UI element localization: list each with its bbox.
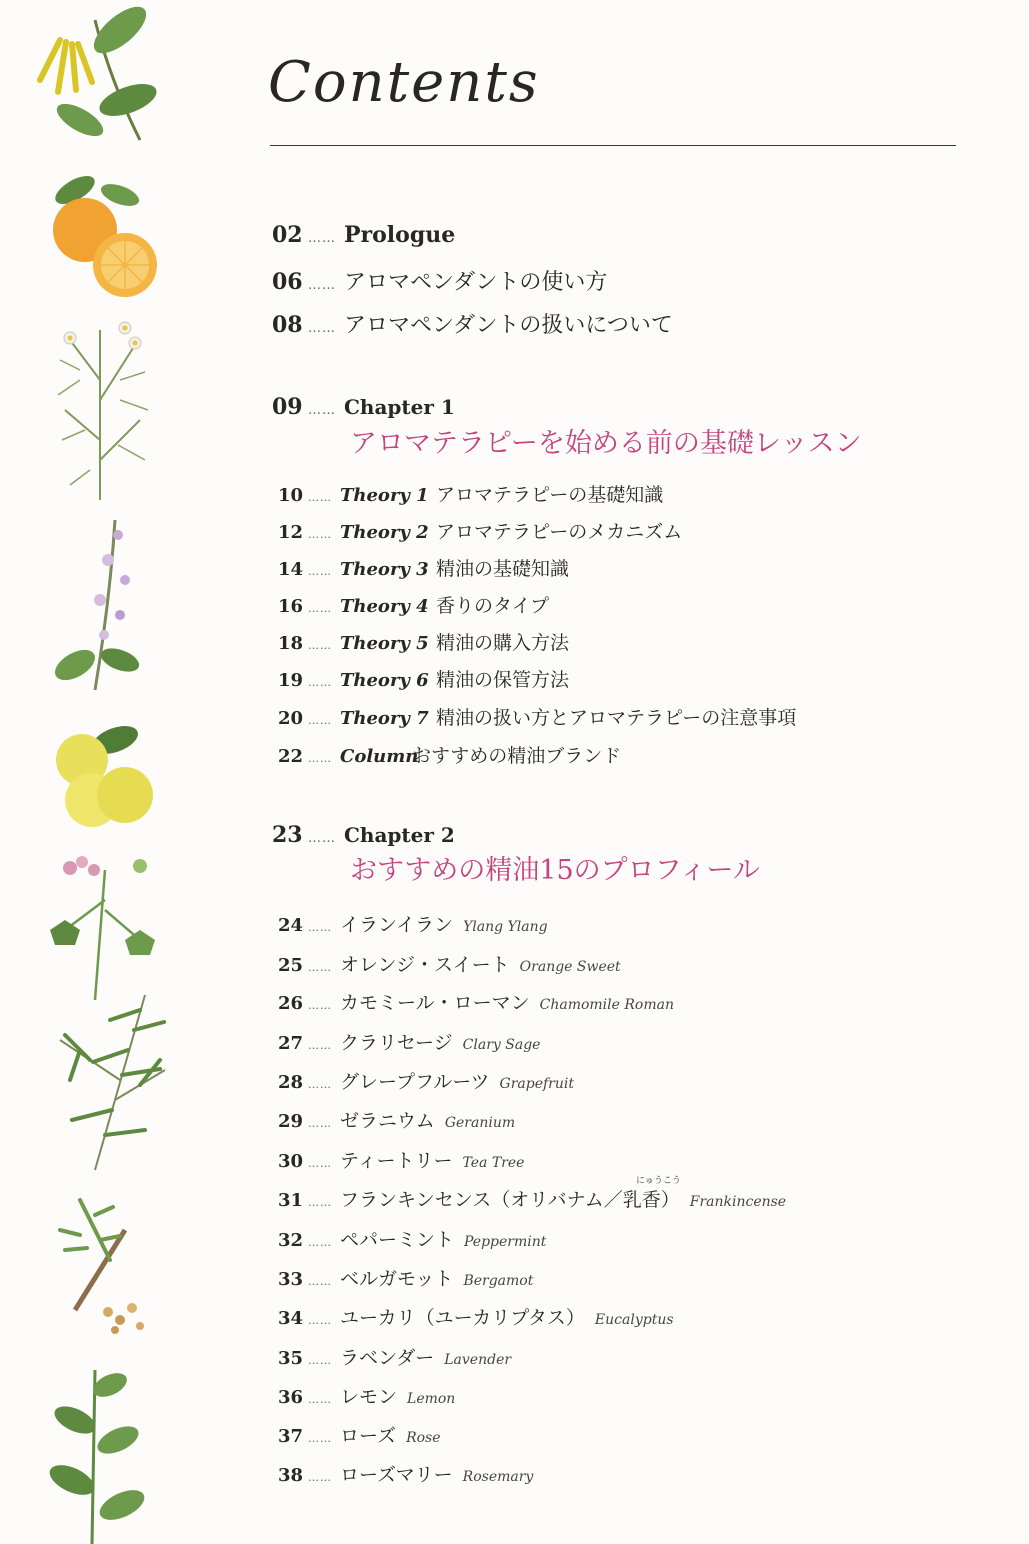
leader-dots: …… bbox=[308, 1157, 332, 1170]
page-number: 16 bbox=[278, 596, 304, 617]
page-number: 22 bbox=[278, 746, 304, 767]
chapter-label: Chapter 1 bbox=[344, 395, 455, 419]
peppermint-illustration bbox=[45, 1368, 149, 1544]
page-number: 31 bbox=[278, 1190, 304, 1211]
entry-label: 精油の基礎知識 bbox=[436, 558, 570, 580]
toc-entry[interactable] bbox=[278, 1421, 441, 1448]
oil-name-en: Eucalyptus bbox=[594, 1312, 674, 1328]
oil-name-en: Orange Sweet bbox=[519, 959, 621, 975]
oil-name-jp: クラリセージ bbox=[340, 1032, 453, 1054]
page-number: 02 bbox=[272, 222, 303, 248]
oil-name-en: Rose bbox=[406, 1430, 441, 1446]
leader-dots: …… bbox=[308, 403, 336, 418]
chapter-1-heading[interactable] bbox=[272, 394, 455, 420]
page-number: 12 bbox=[278, 522, 304, 543]
leader-dots: …… bbox=[308, 1275, 332, 1288]
oil-name-jp: ユーカリ（ユーカリプタス） bbox=[340, 1307, 585, 1329]
leader-dots: …… bbox=[308, 565, 332, 578]
page-number: 24 bbox=[278, 915, 304, 936]
page-number: 25 bbox=[278, 955, 304, 976]
leader-dots: …… bbox=[308, 278, 336, 293]
toc-entry[interactable] bbox=[278, 591, 549, 618]
toc-entry[interactable] bbox=[272, 222, 455, 248]
leader-dots: …… bbox=[308, 491, 332, 504]
oil-name-en: Clary Sage bbox=[462, 1037, 541, 1053]
entry-label: 精油の保管方法 bbox=[436, 669, 570, 691]
page-number: 10 bbox=[278, 485, 304, 506]
oil-name-en: Tea Tree bbox=[462, 1155, 525, 1171]
leader-dots: …… bbox=[308, 1393, 332, 1406]
theory-tag: Theory 5 bbox=[340, 633, 429, 654]
page-number: 14 bbox=[278, 559, 304, 580]
leader-dots: …… bbox=[308, 676, 332, 689]
toc-entry[interactable] bbox=[278, 950, 621, 977]
leader-dots: …… bbox=[308, 752, 332, 765]
leader-dots: …… bbox=[308, 999, 332, 1012]
toc-entry[interactable] bbox=[278, 1343, 511, 1370]
title-divider bbox=[270, 145, 956, 146]
tea-tree-illustration bbox=[60, 995, 165, 1170]
leader-dots: …… bbox=[308, 1236, 332, 1249]
page-number: 08 bbox=[272, 312, 303, 338]
page-number: 19 bbox=[278, 670, 304, 691]
theory-tag: Theory 3 bbox=[340, 559, 429, 580]
toc-entry[interactable] bbox=[278, 480, 663, 507]
oil-name-jp: イランイラン bbox=[340, 914, 454, 936]
oil-name-jp: オレンジ・スイート bbox=[340, 954, 510, 976]
theory-tag: Theory 1 bbox=[340, 485, 429, 506]
entry-label: 香りのタイプ bbox=[436, 595, 550, 617]
toc-entry[interactable] bbox=[278, 665, 569, 692]
page-number: 06 bbox=[272, 269, 303, 295]
leader-dots: …… bbox=[308, 1196, 332, 1209]
frankincense-illustration bbox=[60, 1200, 144, 1334]
leader-dots: …… bbox=[308, 714, 332, 727]
clary-sage-illustration bbox=[50, 520, 142, 690]
oil-name-jp: ペパーミント bbox=[340, 1229, 455, 1251]
leader-dots: …… bbox=[308, 1078, 332, 1091]
toc-entry[interactable] bbox=[278, 1460, 533, 1487]
chamomile-illustration bbox=[58, 322, 148, 500]
toc-entry[interactable] bbox=[278, 910, 548, 937]
page-number: 26 bbox=[278, 993, 304, 1014]
leader-dots: …… bbox=[308, 1039, 332, 1052]
theory-tag: Theory 6 bbox=[340, 670, 429, 691]
chapter-2-heading[interactable] bbox=[272, 822, 455, 848]
oil-name-jp: ラベンダー bbox=[340, 1347, 435, 1369]
leader-dots: …… bbox=[308, 1432, 332, 1445]
oil-name-en: Grapefruit bbox=[499, 1076, 574, 1092]
oil-name-jp: ベルガモット bbox=[340, 1268, 454, 1290]
entry-label: アロマペンダントの使い方 bbox=[344, 270, 608, 295]
entry-label: アロマペンダントの扱いについて bbox=[344, 313, 673, 338]
page-number: 23 bbox=[272, 822, 303, 848]
page-number: 30 bbox=[278, 1151, 304, 1172]
toc-entry[interactable] bbox=[278, 1028, 540, 1055]
toc-entry[interactable] bbox=[278, 517, 682, 544]
toc-entry[interactable] bbox=[278, 1106, 515, 1133]
toc-entry[interactable] bbox=[278, 554, 569, 581]
leader-dots: …… bbox=[308, 321, 336, 336]
chapter-label: Chapter 2 bbox=[344, 823, 455, 847]
oil-name-jp: ティートリー bbox=[340, 1150, 453, 1172]
leader-dots: …… bbox=[308, 831, 336, 846]
toc-entry[interactable] bbox=[278, 1146, 524, 1173]
leader-dots: …… bbox=[308, 528, 332, 541]
page-number: 28 bbox=[278, 1072, 304, 1093]
leader-dots: …… bbox=[308, 602, 332, 615]
leader-dots: …… bbox=[308, 1314, 332, 1327]
page-number: 27 bbox=[278, 1033, 304, 1054]
column-tag: Column bbox=[340, 746, 419, 767]
oil-name-jp: グレープフルーツ bbox=[340, 1071, 490, 1093]
entry-label: Prologue bbox=[344, 222, 456, 248]
page-title: Contents bbox=[268, 50, 540, 115]
toc-entry[interactable] bbox=[278, 1382, 455, 1409]
oil-name-en: Lemon bbox=[407, 1391, 456, 1407]
entry-label: アロマテラピーの基礎知識 bbox=[436, 484, 664, 506]
toc-entry[interactable] bbox=[272, 265, 607, 296]
geranium-illustration bbox=[50, 856, 155, 1000]
ylang-ylang-illustration bbox=[40, 0, 161, 143]
leader-dots: …… bbox=[308, 921, 332, 934]
toc-entry[interactable] bbox=[278, 1264, 533, 1291]
leader-dots: …… bbox=[308, 1354, 332, 1367]
oil-name-en: Rosemary bbox=[462, 1469, 534, 1485]
theory-tag: Theory 7 bbox=[340, 708, 429, 729]
oil-name-en: Bergamot bbox=[463, 1273, 534, 1289]
page-number: 18 bbox=[278, 633, 304, 654]
toc-entry[interactable] bbox=[278, 628, 569, 655]
oil-name-jp: カモミール・ローマン bbox=[340, 992, 530, 1014]
toc-entry[interactable] bbox=[278, 703, 796, 730]
page-number: 35 bbox=[278, 1348, 304, 1369]
oil-name-en: Geranium bbox=[444, 1115, 516, 1131]
chapter-2-title: おすすめの精油15のプロフィール bbox=[350, 855, 760, 886]
oil-name-jp: ゼラニウム bbox=[340, 1110, 435, 1132]
toc-entry[interactable] bbox=[278, 1225, 546, 1252]
toc-entry[interactable] bbox=[278, 1067, 574, 1094]
page-number: 33 bbox=[278, 1269, 304, 1290]
toc-entry[interactable] bbox=[278, 1303, 674, 1330]
grapefruit-illustration bbox=[56, 721, 153, 827]
theory-tag: Theory 4 bbox=[340, 596, 429, 617]
entry-label: 精油の扱い方とアロマテラピーの注意事項 bbox=[436, 707, 797, 729]
ruby-reading: にゅうこう bbox=[636, 1176, 681, 1186]
page-number: 36 bbox=[278, 1387, 304, 1408]
entry-label: 精油の購入方法 bbox=[436, 632, 570, 654]
theory-tag: Theory 2 bbox=[340, 522, 429, 543]
leader-dots: …… bbox=[308, 1117, 332, 1130]
page-number: 38 bbox=[278, 1465, 304, 1486]
chapter-1-title: アロマテラピーを始める前の基礎レッスン bbox=[350, 428, 862, 459]
oil-name-jp: ローズ bbox=[340, 1425, 397, 1447]
page-number: 29 bbox=[278, 1111, 304, 1132]
oil-name-en: Frankincense bbox=[689, 1194, 787, 1210]
oil-name-en: Peppermint bbox=[464, 1234, 547, 1250]
toc-entry[interactable] bbox=[278, 988, 674, 1015]
page-number: 32 bbox=[278, 1230, 304, 1251]
oil-name-en: Lavender bbox=[444, 1352, 512, 1368]
oil-name-jp: フランキンセンス（オリバナム／乳香） bbox=[340, 1189, 680, 1211]
leader-dots: …… bbox=[308, 961, 332, 974]
toc-entry[interactable] bbox=[272, 308, 673, 339]
oil-name-jp: レモン bbox=[340, 1386, 398, 1408]
leader-dots: …… bbox=[308, 639, 332, 652]
page-number: 37 bbox=[278, 1426, 304, 1447]
oil-name-en: Chamomile Roman bbox=[539, 997, 674, 1013]
toc-entry[interactable] bbox=[278, 1185, 786, 1212]
oil-name-jp: ローズマリー bbox=[340, 1464, 453, 1486]
toc-entry[interactable] bbox=[278, 741, 621, 768]
page-number: 09 bbox=[272, 394, 303, 420]
orange-illustration bbox=[51, 170, 157, 297]
botanical-illustrations bbox=[0, 0, 180, 1544]
oil-name-en: Ylang Ylang bbox=[463, 919, 548, 935]
entry-label: アロマテラピーのメカニズム bbox=[436, 521, 683, 543]
leader-dots: …… bbox=[308, 1471, 332, 1484]
leader-dots: …… bbox=[308, 231, 336, 246]
page-number: 20 bbox=[278, 708, 304, 729]
page-number: 34 bbox=[278, 1308, 304, 1329]
entry-label: おすすめの精油ブランド bbox=[412, 745, 622, 767]
